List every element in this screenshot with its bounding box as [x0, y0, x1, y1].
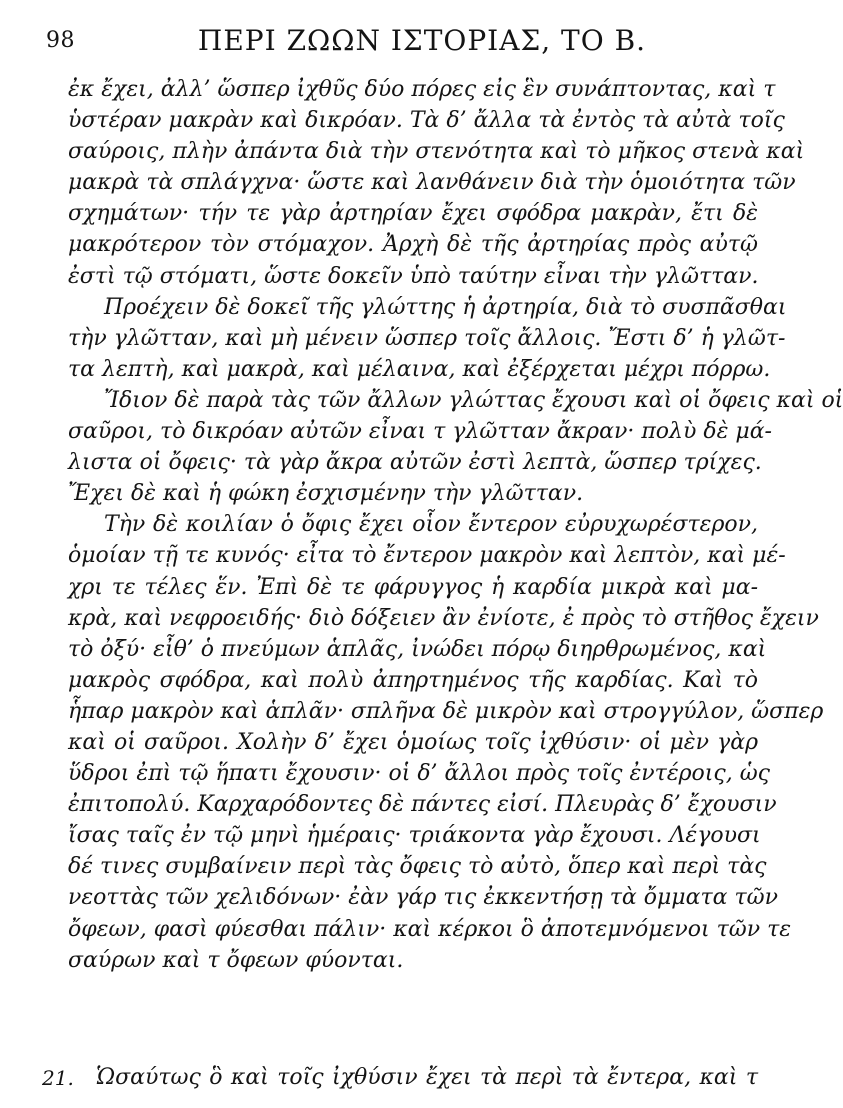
page-header	[0, 0, 800, 70]
text-line: σαύροις, πλὴν ἀπάντα διὰ τὴν στενότητα καὶ τὸ μῆκος στενὰ καὶ	[68, 139, 805, 165]
text-line: μακρὸς σφόδρα, καὶ πολὺ ἀπηρτημένος τῆς καρδίας. Καὶ τὸ	[68, 667, 758, 693]
text-line: Προέχειν δὲ δοκεῖ τῆς γλώττης ἡ ἀρτηρία, διὰ τὸ συσπᾶσθαι	[104, 294, 787, 320]
text-line: καὶ οἱ σαῦροι. Χολὴν δ’ ἔχει ὁμοίως τοῖς ἰχθύσιν· οἱ μὲν γὰρ	[68, 729, 758, 755]
text-line: Ἔχει δὲ καὶ ἡ φώκη ἐσχισμένην τὴν γλῶτταν.	[68, 481, 584, 507]
text-line: σαῦροι, τὸ δικρόαν αὐτῶν εἶναι τ γλῶτταν ἄκραν· πολὺ δὲ μά-	[68, 419, 772, 445]
text-line: μακρότερον τὸν στόμαχον. Ἀρχὴ δὲ τῆς ἀρτηρίας πρὸς αὐτῷ	[68, 232, 758, 258]
body-text	[68, 74, 843, 976]
text-line: ὄφεων, φασὶ φύεσθαι πάλιν· καὶ κέρκοι ὃ ἀποτεμνόμενοι τῶν τε	[68, 916, 792, 942]
text-line: τὸ ὀξύ· εἶθ’ ὁ πνεύμων ἁπλᾶς, ἰνώδει πόρῳ διηρθρωμένος, καὶ	[68, 636, 767, 662]
text-line: ἐκ ἔχει, ἀλλ’ ὥσπερ ἰχθῦς δύο πόρες εἰς ἓν συνάπτοντας, καὶ τ	[68, 77, 776, 102]
text-line: σαύρων καὶ τ ὄφεων φύονται.	[68, 947, 404, 973]
text-line: σχημάτων· τήν τε γὰρ ἀρτηρίαν ἔχει σφόδρα μακρὰν, ἔτι δὲ	[68, 201, 758, 227]
text-line: κρὰ, καὶ νεφροειδής· διὸ δόξειεν ἂν ἐνίοτε, ἐ πρὸς τὸ στῆθος ἔχειν	[68, 605, 819, 631]
text-line: τὴν γλῶτταν, καὶ μὴ μένειν ὥσπερ τοῖς ἄλλοις. Ἔστι δ’ ἡ γλῶτ-	[68, 325, 786, 351]
text-line: ἐπιτοπολύ. Καρχαρόδοντες δὲ πάντες εἰσί. Πλευρὰς δ’ ἔχουσιν	[68, 792, 777, 818]
text-line-last: Ὡσαύτως ὃ καὶ τοῖς ἰχθύσιν ἔχει τὰ περὶ τὰ ἔντερα, καὶ τ	[96, 1065, 758, 1090]
text-line: μακρὰ τὰ σπλάγχνα· ὥστε καὶ λανθάνειν διὰ τὴν ὁμοιότητα τῶν	[68, 170, 796, 196]
text-line: ἐστὶ τῷ στόματι, ὥστε δοκεῖν ὑπὸ ταύτην εἶναι τὴν γλῶτταν.	[68, 263, 759, 289]
text-line: νεοττὰς τῶν χελιδόνων· ἐὰν γάρ τις ἐκκεντήσῃ τὰ ὄμματα τῶν	[68, 885, 778, 911]
text-line: ὕδροι ἐπὶ τῷ ἥπατι ἔχουσιν· οἱ δ’ ἄλλοι πρὸς τοῖς ἐντέροις, ὡς	[68, 761, 770, 787]
text-line: Ἴδιον δὲ παρὰ τὰς τῶν ἄλλων γλώττας ἔχουσι καὶ οἱ ὄφεις καὶ οἱ	[104, 387, 843, 413]
text-line: ὁμοίαν τῇ τε κυνός· εἶτα τὸ ἔντερον μακρὸν καὶ λεπτὸν, καὶ μέ-	[68, 543, 786, 569]
running-title: ΠΕΡΙ ΖΩΩΝ ΙΣΤΟΡΙΑΣ, ΤΟ Β.	[197, 24, 647, 57]
text-line: ἧπαρ μακρὸν καὶ ἁπλᾶν· σπλῆνα δὲ μικρὸν καὶ στρογγύλον, ὥσπερ	[68, 698, 824, 724]
text-line: ἴσας ταῖς ἐν τῷ μηνὶ ἡμέραις· τριάκοντα γὰρ ἔχουσι. Λέγουσι	[68, 823, 761, 849]
section-number: 21.	[42, 1066, 74, 1090]
text-line: Τὴν δὲ κοιλίαν ὁ ὄφις ἔχει οἷον ἔντερον εὐρυχωρέστερον,	[104, 512, 758, 538]
text-line: δέ τινες συμβαίνειν περὶ τὰς ὄφεις τὸ αὐτὸ, ὅπερ καὶ περὶ τὰς	[68, 854, 767, 880]
text-line: χρι τε τέλες ἕν. Ἐπὶ δὲ τε φάρυγγος ἡ καρδία μικρὰ καὶ μα-	[68, 574, 758, 600]
text-line: ὑστέραν μακρὰν καὶ δικρόαν. Τὰ δ’ ἄλλα τὰ ἐντὸς τὰ αὐτὰ τοῖς	[68, 108, 785, 134]
text-line: τα λεπτὴ, καὶ μακρὰ, καὶ μέλαινα, καὶ ἐξέρχεται μέχρι πόρρω.	[68, 356, 771, 382]
page-number: 98	[46, 28, 75, 53]
text-line: λιστα οἱ ὄφεις· τὰ γὰρ ἄκρα αὐτῶν ἐστὶ λεπτὰ, ὥσπερ τρίχες.	[68, 450, 762, 476]
